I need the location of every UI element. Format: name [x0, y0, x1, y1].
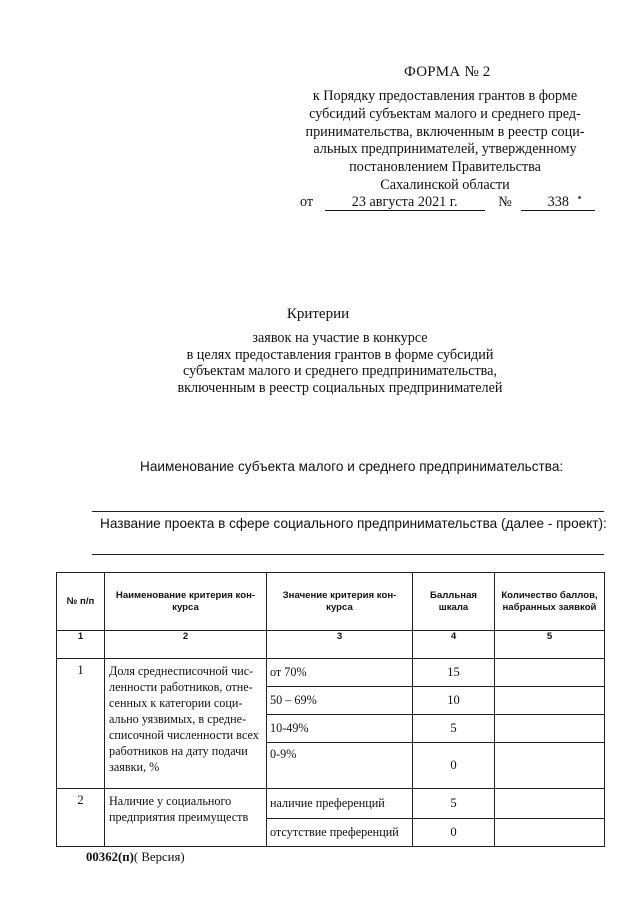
resolution-number: 338	[521, 195, 595, 211]
criterion-line: ленности работников, отне-	[109, 680, 253, 694]
header-line: Значение критерия кон-	[282, 589, 397, 601]
appendix-line: субсидий субъектам малого и среднего пред-	[309, 105, 581, 122]
header-line: Балльная	[429, 589, 478, 601]
header-line: курса	[172, 601, 199, 613]
criterion-name	[105, 789, 267, 847]
header-score-scale	[413, 573, 495, 631]
header-line: набранных заявкой	[502, 601, 597, 613]
appendix-line: постановлением Правительства	[349, 159, 541, 176]
subtitle-line: включенным в реестр социальных предпринимателей	[177, 379, 503, 396]
form-title: ФОРМА № 2	[404, 64, 491, 80]
criterion-name	[105, 659, 267, 789]
appendix-line: принимательства, включенным в реестр соци-	[305, 123, 585, 140]
from-label: от	[300, 194, 314, 210]
points-cell[interactable]	[495, 715, 605, 743]
score-value: 15	[413, 659, 495, 687]
criterion-value: от 70%	[267, 659, 413, 687]
appendix-line: альных предпринимателей, утвержденному	[313, 141, 577, 158]
criterion-line: Доля среднесписочной чис-	[109, 664, 254, 678]
criterion-line: Наличие у социального	[109, 794, 232, 808]
subtitle-line: заявок на участие в конкурсе	[252, 330, 428, 346]
header-criterion-value	[267, 573, 413, 631]
header-line: Количество баллов,	[501, 589, 598, 601]
criterion-value: 50 – 69%	[267, 687, 413, 715]
header-line: курса	[326, 601, 353, 613]
criterion-value: 10-49%	[267, 715, 413, 743]
header-points-count	[495, 573, 605, 631]
row-number: 1	[57, 659, 105, 789]
resolution-date: 23 августа 2021 г.	[325, 195, 485, 211]
criterion-line: работников на дату подачи	[109, 744, 248, 758]
score-value: 0	[413, 819, 495, 847]
points-cell[interactable]	[495, 659, 605, 687]
criterion-value: отсутствие преференций	[267, 819, 413, 847]
column-number: 3	[267, 631, 413, 659]
score-value: 5	[413, 789, 495, 819]
appendix-line: к Порядку предоставления грантов в форме	[312, 88, 578, 104]
points-cell[interactable]	[495, 789, 605, 819]
criterion-value: наличие преференций	[267, 789, 413, 819]
appendix-note	[270, 88, 620, 195]
number-label: №	[498, 194, 512, 210]
column-number: 5	[495, 631, 605, 659]
score-value: 10	[413, 687, 495, 715]
table-row	[57, 789, 605, 819]
subtitle-line: субъектам малого и среднего предпринимательства,	[182, 363, 498, 380]
points-cell[interactable]	[495, 819, 605, 847]
column-number: 4	[413, 631, 495, 659]
appendix-line: Сахалинской области	[380, 176, 510, 193]
row-number: 2	[57, 789, 105, 847]
column-number: 2	[105, 631, 267, 659]
criterion-line: ально уязвимых, в средне-	[109, 712, 247, 726]
entity-name-label: Наименование субъекта малого и среднего предпринимательства:	[140, 459, 564, 474]
project-name-label: Название проекта в сфере социального предпринимательства (далее - проект):	[100, 516, 607, 531]
points-cell[interactable]	[495, 687, 605, 715]
document-code: 00362(п)	[86, 850, 134, 864]
header-line: Наименование критерия кон-	[115, 589, 256, 601]
header-line: шкала	[438, 601, 469, 613]
ink-dot	[578, 196, 581, 199]
header-criterion-name	[105, 573, 267, 631]
resolution-date-row	[300, 194, 595, 211]
table-header-row	[57, 573, 605, 631]
document-version: ( Версия)	[133, 850, 185, 864]
criteria-table	[56, 572, 605, 847]
score-value: 0	[413, 743, 495, 789]
entity-name-line[interactable]	[92, 511, 604, 512]
column-number-row	[57, 631, 605, 659]
document-subtitle	[150, 330, 530, 396]
column-number: 1	[57, 631, 105, 659]
criterion-line: предприятия преимуществ	[109, 810, 249, 824]
document-footer	[86, 850, 185, 865]
document-title: Критерии	[286, 306, 350, 322]
table-row	[57, 659, 605, 687]
subtitle-line: в целях предоставления грантов в форме субсидий	[186, 346, 494, 363]
criterion-line: сенных к категории соци-	[109, 696, 243, 710]
criterion-line: списочной численности всех	[109, 728, 259, 742]
criterion-value: 0-9%	[267, 743, 413, 789]
criterion-line: заявки, %	[109, 760, 160, 774]
score-value: 5	[413, 715, 495, 743]
header-no: № п/п	[57, 573, 105, 631]
points-cell[interactable]	[495, 743, 605, 789]
project-name-line[interactable]	[92, 554, 604, 555]
